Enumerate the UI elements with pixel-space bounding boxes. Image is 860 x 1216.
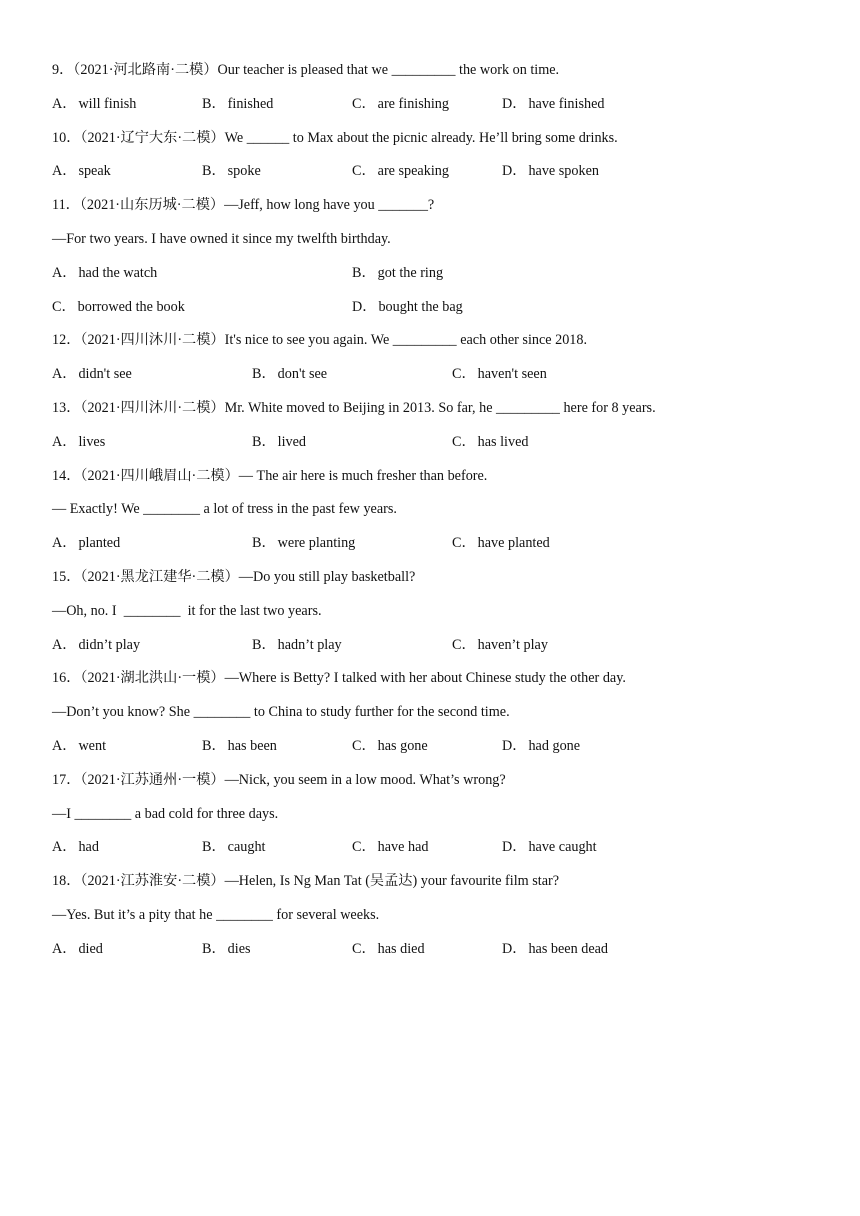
option-a: A． didn't see [52,366,132,383]
options-row [52,531,842,565]
option-c: C． have had [352,839,429,856]
option-b: B． finished [202,95,274,112]
option-d: D． bought the bag [352,298,463,315]
question-reply: — Exactly! We ________ a lot of tress in the past few years. [52,501,397,518]
option-a: A． will finish [52,95,137,112]
options-row [52,937,842,971]
question-reply: —Oh, no. I ________ it for the last two years. [52,602,322,619]
option-a: A． planted [52,535,121,552]
option-c: C． has lived [452,433,529,450]
question-stem: 10．（2021·辽宁大东·二模）We ______ to Max about the picnic already. He’ll bring some drinks. [52,129,618,146]
option-d: D． have spoken [502,163,599,180]
question-stem: 11．（2021·山东历城·二模）—Jeff, how long have you _______? [52,197,435,214]
options-row [52,261,842,295]
question-reply: —Don’t you know? She ________ to China to study further for the second time. [52,704,510,721]
options-row [52,92,842,126]
option-d: D． has been dead [502,940,609,957]
options-row [52,633,842,667]
question-stem: 13．（2021·四川沐川·二模）Mr. White moved to Beijing in 2013. So far, he _________ here for 8 years. [52,399,656,416]
option-b: B． lived [252,433,307,450]
question-stem: 15．（2021·黑龙江建华·二模）—Do you still play basketball? [52,568,416,585]
question-stem: 16．（2021·湖北洪山·一模）—Where is Betty? I talked with her about Chinese study the other day. [52,670,626,687]
option-b: B． don't see [252,366,328,383]
question-page [52,58,842,971]
question-reply: —I ________ a bad cold for three days. [52,805,279,822]
option-b: B． dies [202,940,251,957]
option-c: C． borrowed the book [52,298,185,315]
question-stem: 17．（2021·江苏通州·一模）—Nick, you seem in a low mood. What’s wrong? [52,771,506,788]
option-c: C． has died [352,940,425,957]
question-stem: 18．（2021·江苏淮安·二模）—Helen, Is Ng Man Tat (吴孟达) your favourite film star? [52,873,560,890]
options-row [52,430,842,464]
option-b: B． spoke [202,163,261,180]
option-a: A． went [52,737,107,754]
options-row [52,362,842,396]
options-row [52,159,842,193]
option-a: A． didn’t play [52,636,141,653]
question-stem: 12．（2021·四川沐川·二模）It's nice to see you again. We _________ each other since 2018. [52,332,588,349]
option-b: B． got the ring [352,264,444,281]
option-c: C． has gone [352,737,428,754]
option-a: A． lives [52,433,106,450]
question-reply: —Yes. But it’s a pity that he ________ for several weeks. [52,906,380,923]
question-stem: 14．（2021·四川峨眉山·二模）— The air here is much fresher than before. [52,467,488,484]
option-c: C． are speaking [352,163,449,180]
option-d: D． have caught [502,839,597,856]
option-a: A． died [52,940,103,957]
question-stem: 9．（2021·河北路南·二模）Our teacher is pleased that we _________ the work on time. [52,62,560,78]
option-b: B． were planting [252,535,356,552]
option-c: C． haven’t play [452,636,548,653]
options-row [52,295,842,329]
option-c: C． have planted [452,535,550,552]
option-a: A． had [52,839,99,856]
option-d: D． have finished [502,95,605,112]
option-c: C． haven't seen [452,366,547,383]
option-a: A． had the watch [52,264,158,281]
option-b: B． has been [202,737,277,754]
options-row [52,734,842,768]
question-reply: —For two years. I have owned it since my twelfth birthday. [52,230,391,247]
options-row [52,835,842,869]
option-d: D． had gone [502,737,581,754]
option-a: A． speak [52,163,111,180]
option-c: C． are finishing [352,95,449,112]
option-b: B． hadn’t play [252,636,342,653]
option-b: B． caught [202,839,266,856]
